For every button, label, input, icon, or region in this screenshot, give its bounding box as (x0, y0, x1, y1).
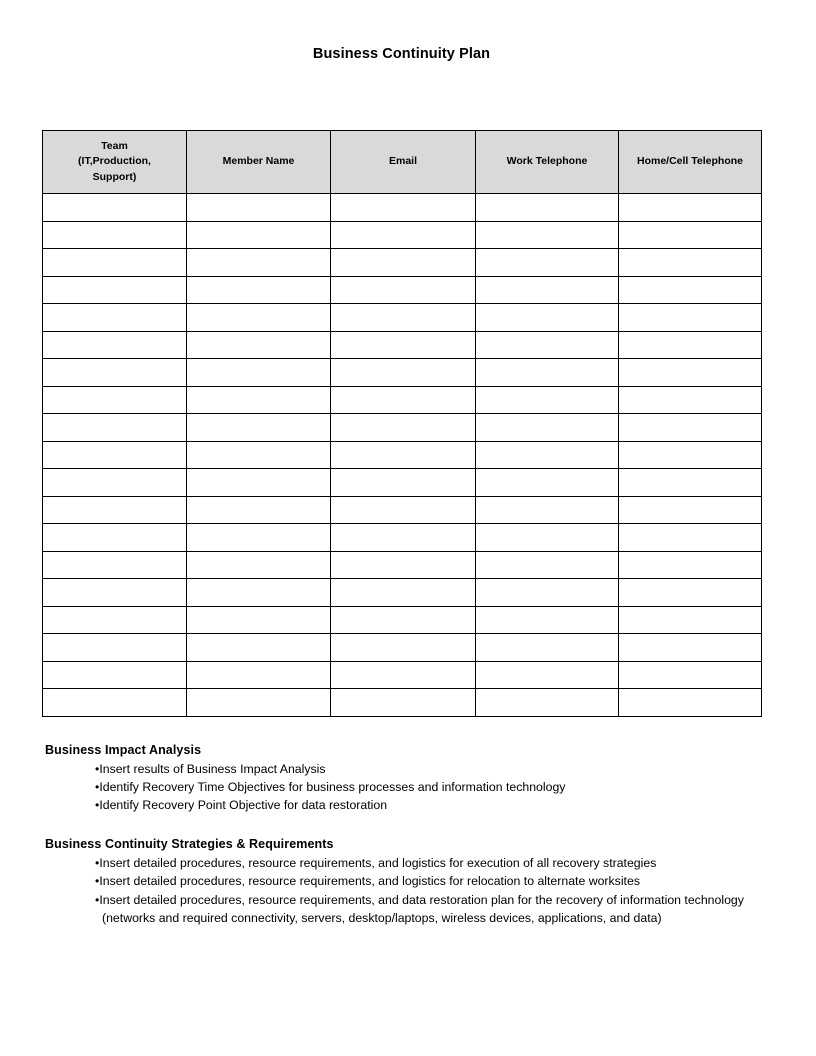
column-header-email: Email (331, 131, 476, 194)
table-cell[interactable] (43, 276, 187, 304)
table-body (43, 194, 762, 717)
column-header-team-line-2: (IT,Production, (78, 155, 151, 168)
table-cell[interactable] (187, 579, 331, 607)
table-cell[interactable] (43, 606, 187, 634)
table-row (43, 551, 762, 579)
table-cell[interactable] (476, 276, 619, 304)
table-cell[interactable] (43, 524, 187, 552)
table-cell[interactable] (619, 496, 762, 524)
table-cell[interactable] (331, 221, 476, 249)
table-cell[interactable] (187, 661, 331, 689)
table-cell[interactable] (476, 689, 619, 717)
table-row (43, 579, 762, 607)
table-cell[interactable] (619, 304, 762, 332)
table-cell[interactable] (331, 634, 476, 662)
table-cell[interactable] (187, 304, 331, 332)
table-row (43, 469, 762, 497)
bullet-icon: • (95, 892, 100, 907)
table-cell[interactable] (187, 551, 331, 579)
table-cell[interactable] (187, 194, 331, 222)
table-cell[interactable] (619, 634, 762, 662)
column-header-home-cell-telephone: Home/Cell Telephone (619, 131, 762, 194)
column-header-member-name: Member Name (187, 131, 331, 194)
table-cell[interactable] (187, 276, 331, 304)
table-cell[interactable] (331, 661, 476, 689)
list-item (95, 891, 761, 928)
table-cell[interactable] (331, 689, 476, 717)
table-cell[interactable] (43, 579, 187, 607)
section-bullet-list (42, 760, 761, 815)
table-cell[interactable] (331, 359, 476, 387)
table-cell[interactable] (619, 579, 762, 607)
table-cell[interactable] (187, 331, 331, 359)
table-cell[interactable] (187, 386, 331, 414)
table-cell[interactable] (43, 661, 187, 689)
table-cell[interactable] (476, 579, 619, 607)
table-cell[interactable] (619, 331, 762, 359)
column-header-work-telephone: Work Telephone (476, 131, 619, 194)
table-cell[interactable] (43, 221, 187, 249)
table-cell[interactable] (619, 359, 762, 387)
list-item-text: Insert results of Business Impact Analysis (99, 761, 326, 776)
contact-table-container (42, 130, 761, 717)
table-cell[interactable] (476, 359, 619, 387)
table-cell[interactable] (619, 249, 762, 277)
table-row (43, 221, 762, 249)
table-cell[interactable] (476, 386, 619, 414)
table-cell[interactable] (187, 414, 331, 442)
table-cell[interactable] (187, 221, 331, 249)
table-cell[interactable] (187, 689, 331, 717)
table-header-row (43, 131, 762, 194)
table-cell[interactable] (476, 469, 619, 497)
table-cell[interactable] (619, 469, 762, 497)
table-cell[interactable] (187, 496, 331, 524)
table-cell[interactable] (331, 524, 476, 552)
table-cell[interactable] (476, 551, 619, 579)
table-cell[interactable] (476, 331, 619, 359)
table-cell[interactable] (476, 304, 619, 332)
table-cell[interactable] (619, 276, 762, 304)
section-heading: Business Impact Analysis (45, 742, 202, 757)
table-cell[interactable] (43, 331, 187, 359)
table-cell[interactable] (331, 414, 476, 442)
table-cell[interactable] (619, 524, 762, 552)
table-cell[interactable] (187, 634, 331, 662)
table-cell[interactable] (331, 276, 476, 304)
table-row (43, 524, 762, 552)
table-cell[interactable] (187, 524, 331, 552)
list-item-text: Insert detailed procedures, resource requirements, and data restoration plan for the recovery of information technology (networks and required connectivity, servers, desktop/laptops, wireless devices, applications, and data) (99, 892, 744, 926)
table-cell[interactable] (476, 496, 619, 524)
table-cell[interactable] (476, 661, 619, 689)
table-cell[interactable] (187, 469, 331, 497)
section-heading: Business Continuity Strategies & Requirements (45, 836, 334, 851)
table-cell[interactable] (331, 441, 476, 469)
table-row (43, 249, 762, 277)
table-cell[interactable] (619, 414, 762, 442)
table-header (43, 131, 762, 194)
column-header-team-line-3: Support) (92, 170, 137, 183)
table-row (43, 276, 762, 304)
table-cell[interactable] (476, 606, 619, 634)
list-item-text: Identify Recovery Point Objective for data restoration (99, 798, 388, 813)
list-item (95, 854, 761, 872)
table-row (43, 689, 762, 717)
table-cell[interactable] (476, 524, 619, 552)
table-row (43, 414, 762, 442)
table-row (43, 634, 762, 662)
table-cell[interactable] (476, 249, 619, 277)
table-cell[interactable] (43, 551, 187, 579)
table-cell[interactable] (43, 194, 187, 222)
table-cell[interactable] (331, 496, 476, 524)
table-cell[interactable] (619, 661, 762, 689)
section-business-continuity-strategies (42, 837, 761, 928)
column-header-team-line-1: Team (101, 140, 128, 153)
table-cell[interactable] (619, 441, 762, 469)
table-cell[interactable] (619, 551, 762, 579)
table-cell[interactable] (43, 634, 187, 662)
table-cell[interactable] (619, 606, 762, 634)
table-cell[interactable] (331, 579, 476, 607)
list-item (95, 796, 761, 814)
table-row (43, 606, 762, 634)
table-cell[interactable] (476, 441, 619, 469)
bullet-icon: • (95, 855, 100, 870)
table-cell[interactable] (43, 249, 187, 277)
table-cell[interactable] (331, 469, 476, 497)
table-cell[interactable] (43, 359, 187, 387)
table-row (43, 304, 762, 332)
table-cell[interactable] (331, 386, 476, 414)
table-cell[interactable] (476, 414, 619, 442)
table-cell[interactable] (43, 496, 187, 524)
table-row (43, 194, 762, 222)
table-cell[interactable] (43, 441, 187, 469)
page-title: Business Continuity Plan (312, 46, 491, 62)
table-row (43, 359, 762, 387)
bullet-icon: • (95, 798, 100, 813)
table-cell[interactable] (331, 194, 476, 222)
table-cell[interactable] (619, 386, 762, 414)
table-cell[interactable] (331, 551, 476, 579)
table-cell[interactable] (619, 221, 762, 249)
list-item-text: Insert detailed procedures, resource requirements, and logistics for relocation to alternate worksites (99, 874, 640, 889)
table-cell[interactable] (331, 304, 476, 332)
list-item-text: Insert detailed procedures, resource requirements, and logistics for execution of all recovery strategies (99, 855, 657, 870)
table-cell[interactable] (43, 304, 187, 332)
table-cell[interactable] (331, 331, 476, 359)
table-cell[interactable] (43, 469, 187, 497)
list-item (95, 778, 761, 796)
table-cell[interactable] (43, 414, 187, 442)
table-cell[interactable] (476, 634, 619, 662)
table-cell[interactable] (43, 689, 187, 717)
table-cell[interactable] (476, 221, 619, 249)
table-cell[interactable] (187, 249, 331, 277)
table-cell[interactable] (187, 606, 331, 634)
list-item-text: Identify Recovery Time Objectives for business processes and information technology (99, 779, 566, 794)
table-cell[interactable] (476, 194, 619, 222)
table-cell[interactable] (331, 249, 476, 277)
bullet-icon: • (95, 874, 100, 889)
column-header-team (43, 131, 187, 194)
table-cell[interactable] (619, 194, 762, 222)
section-business-impact-analysis (42, 743, 761, 815)
bullet-icon: • (95, 779, 100, 794)
bullet-icon: • (95, 761, 100, 776)
table-cell[interactable] (187, 359, 331, 387)
team-contact-table (42, 130, 762, 717)
table-cell[interactable] (43, 386, 187, 414)
table-row (43, 441, 762, 469)
table-cell[interactable] (187, 441, 331, 469)
table-row (43, 386, 762, 414)
table-cell[interactable] (331, 606, 476, 634)
list-item (95, 760, 761, 778)
table-row (43, 661, 762, 689)
table-row (43, 496, 762, 524)
section-bullet-list (42, 854, 761, 928)
list-item (95, 872, 761, 890)
table-row (43, 331, 762, 359)
table-cell[interactable] (619, 689, 762, 717)
